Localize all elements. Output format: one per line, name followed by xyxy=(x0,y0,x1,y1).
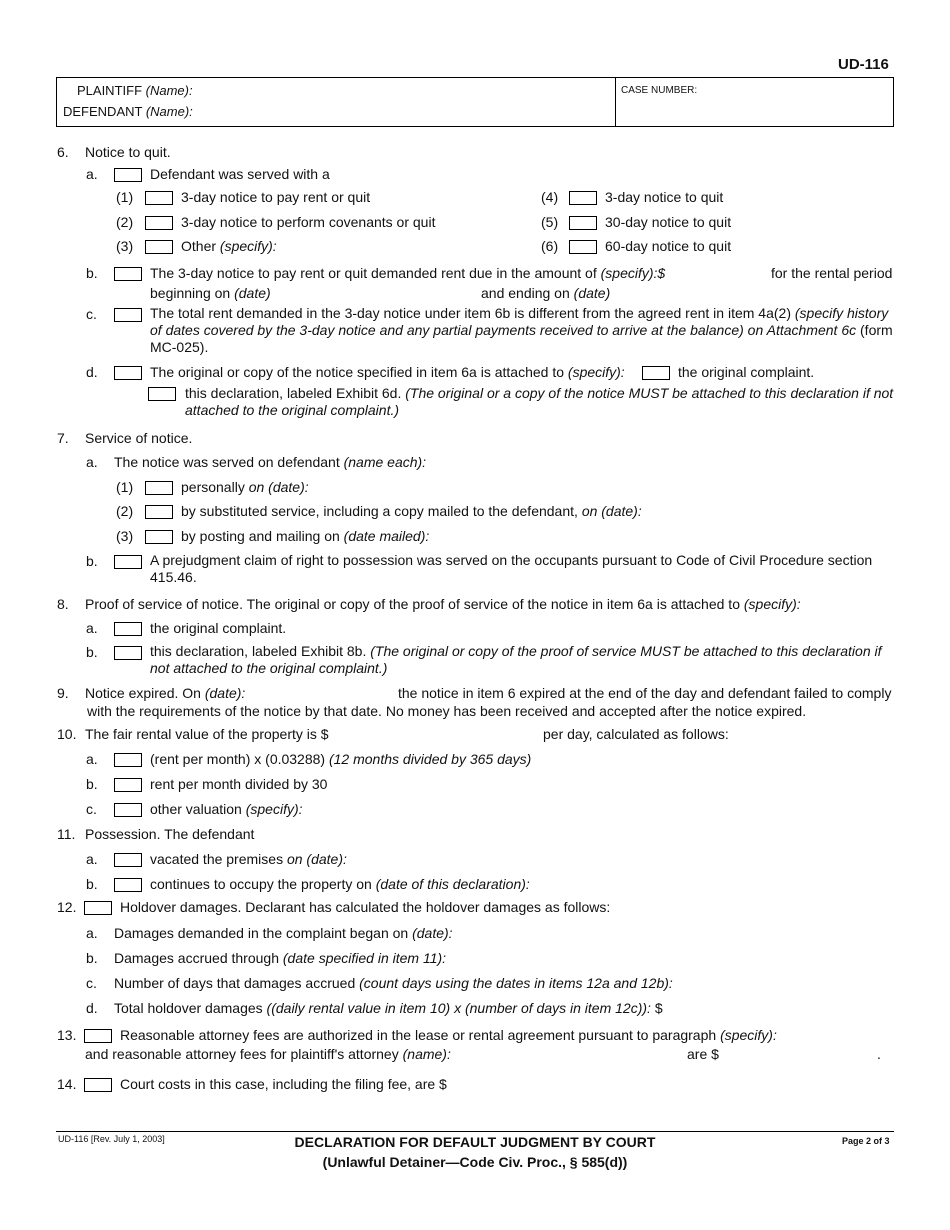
sub-letter: a. xyxy=(86,620,98,636)
sub-text: and ending on (date) xyxy=(481,285,611,301)
item-title: Possession. The defendant xyxy=(85,826,255,842)
sub-text: the original complaint. xyxy=(150,620,287,636)
sub-text: beginning on (date) xyxy=(150,285,271,301)
checkbox-12[interactable] xyxy=(84,901,112,915)
plaintiff-hint: (Name): xyxy=(145,83,193,98)
option-label: by substituted service, including a copy mailed to the defendant, on (date): xyxy=(181,503,642,519)
checkbox-11b[interactable] xyxy=(114,878,142,892)
option-number: (1) xyxy=(116,189,134,205)
sub-text: vacated the premises on (date): xyxy=(150,851,347,867)
checkbox-6a2[interactable] xyxy=(145,216,173,230)
checkbox-6b[interactable] xyxy=(114,267,142,281)
item-title: Notice expired. On (date): xyxy=(85,685,246,701)
item-number: 11. xyxy=(57,826,76,842)
checkbox-10b[interactable] xyxy=(114,778,142,792)
item-number: 9. xyxy=(57,685,69,701)
item-number: 8. xyxy=(57,596,69,612)
option-label: by posting and mailing on (date mailed): xyxy=(181,528,430,544)
sub-letter: a. xyxy=(86,454,98,470)
sub-text: Damages accrued through (date specified in item 11): xyxy=(114,950,447,966)
checkbox-8a[interactable] xyxy=(114,622,142,636)
checkbox-7b[interactable] xyxy=(114,555,142,569)
item-number: 7. xyxy=(57,430,69,446)
checkbox-11a[interactable] xyxy=(114,853,142,867)
option-label: 60-day notice to quit xyxy=(605,238,732,254)
sub-text: The total rent demanded in the 3-day notice under item 6b is different from the agreed rent in item 4a(2) (specify history of dates covered by the 3-day notice and any partial payments received to arrive at the balance) on Attachment 6c (form MC-025). xyxy=(150,305,893,355)
checkbox-6c[interactable] xyxy=(114,308,142,322)
sub-letter: a. xyxy=(86,751,98,767)
checkbox-7a1[interactable] xyxy=(145,481,173,495)
option-label: 3-day notice to quit xyxy=(605,189,724,205)
footer-revision: UD-116 [Rev. July 1, 2003] xyxy=(58,1134,165,1144)
defendant-field[interactable] xyxy=(63,104,193,119)
item-number: 10. xyxy=(57,726,77,742)
item-number: 6. xyxy=(57,144,69,160)
sub-text: The original or copy of the notice specified in item 6a is attached to (specify): xyxy=(150,364,625,380)
item-title: Proof of service of notice. The original or copy of the proof of service of the notice in item 6a is attached to (specify): xyxy=(85,596,801,612)
item-title: Holdover damages. Declarant has calculated the holdover damages as follows: xyxy=(120,899,611,915)
checkbox-6d-exhibit[interactable] xyxy=(148,387,176,401)
checkbox-7a3[interactable] xyxy=(145,530,173,544)
item-title: Notice to quit. xyxy=(85,144,171,160)
item-number: 12. xyxy=(57,899,77,915)
footer-title: DECLARATION FOR DEFAULT JUDGMENT BY COURT xyxy=(294,1134,656,1150)
checkbox-6d-complaint[interactable] xyxy=(642,366,670,380)
sub-text: with the requirements of the notice by that date. No money has been received and accepted after the notice expired. xyxy=(87,703,807,719)
footer-rule xyxy=(56,1131,894,1132)
sub-text: the original complaint. xyxy=(678,364,815,380)
option-number: (1) xyxy=(116,479,134,495)
sub-text: Damages demanded in the complaint began on (date): xyxy=(114,925,453,941)
checkbox-6a5[interactable] xyxy=(569,216,597,230)
caption-header xyxy=(56,77,894,127)
checkbox-10c[interactable] xyxy=(114,803,142,817)
sub-letter: d. xyxy=(86,1000,98,1016)
sub-text: the notice in item 6 expired at the end of the day and defendant failed to comply xyxy=(398,685,892,701)
sub-letter: c. xyxy=(86,801,97,817)
checkbox-6a[interactable] xyxy=(114,168,142,182)
header-divider xyxy=(615,78,616,126)
sub-letter: b. xyxy=(86,950,98,966)
sub-text: other valuation (specify): xyxy=(150,801,303,817)
option-number: (2) xyxy=(116,214,134,230)
plaintiff-label: PLAINTIFF xyxy=(77,83,143,98)
checkbox-6a3[interactable] xyxy=(145,240,173,254)
case-number-field[interactable] xyxy=(621,85,697,96)
checkbox-13[interactable] xyxy=(84,1029,112,1043)
option-number: (5) xyxy=(541,214,559,230)
sub-letter: c. xyxy=(86,306,97,322)
sub-letter: a. xyxy=(86,166,98,182)
option-number: (2) xyxy=(116,503,134,519)
item-title: Service of notice. xyxy=(85,430,193,446)
item-title: The fair rental value of the property is $ xyxy=(85,726,329,742)
sub-text: this declaration, labeled Exhibit 6d. (The original or a copy of the notice MUST be attached to this declaration if not attached to the original complaint.) xyxy=(185,385,894,418)
sub-text: The 3-day notice to pay rent or quit demanded rent due in the amount of (specify):$ xyxy=(150,265,666,281)
checkbox-10a[interactable] xyxy=(114,753,142,767)
option-label: personally on (date): xyxy=(181,479,309,495)
sub-text: and reasonable attorney fees for plaintiff's attorney (name): xyxy=(85,1046,451,1062)
option-number: (4) xyxy=(541,189,559,205)
sub-text: continues to occupy the property on (date of this declaration): xyxy=(150,876,530,892)
footer-subtitle: (Unlawful Detainer—Code Civ. Proc., § 585(d)) xyxy=(322,1154,628,1170)
item-title: Court costs in this case, including the filing fee, are $ xyxy=(120,1076,447,1092)
sub-text: Number of days that damages accrued (count days using the dates in items 12a and 12b): xyxy=(114,975,673,991)
sub-letter: b. xyxy=(86,644,98,660)
checkbox-6a1[interactable] xyxy=(145,191,173,205)
sub-text: this declaration, labeled Exhibit 8b. (The original or copy of the proof of service MUST be attached to this declaration if not attached to the original complaint.) xyxy=(150,643,882,676)
sub-text: are $ xyxy=(687,1046,719,1062)
defendant-hint: (Name): xyxy=(145,104,193,119)
option-number: (3) xyxy=(116,238,134,254)
checkbox-6d[interactable] xyxy=(114,366,142,380)
option-label: 30-day notice to quit xyxy=(605,214,732,230)
option-label: 3-day notice to perform covenants or quit xyxy=(181,214,436,230)
footer-page-number: Page 2 of 3 xyxy=(842,1136,890,1146)
sub-letter: b. xyxy=(86,553,98,569)
sub-letter: d. xyxy=(86,364,98,380)
sub-letter: b. xyxy=(86,265,98,281)
option-label: Other (specify): xyxy=(181,238,277,254)
checkbox-7a2[interactable] xyxy=(145,505,173,519)
sub-letter: a. xyxy=(86,925,98,941)
sub-text: rent per month divided by 30 xyxy=(150,776,328,792)
sub-text: . xyxy=(877,1046,881,1062)
form-number: UD-116 xyxy=(838,56,889,73)
option-number: (6) xyxy=(541,238,559,254)
checkbox-8b[interactable] xyxy=(114,646,142,660)
item-title: Reasonable attorney fees are authorized in the lease or rental agreement pursuant to paragraph (specify): xyxy=(120,1027,777,1043)
sub-text: The notice was served on defendant (name each): xyxy=(114,454,427,470)
item-number: 13. xyxy=(57,1027,77,1043)
item-number: 14. xyxy=(57,1076,77,1092)
sub-text: A prejudgment claim of right to possession was served on the occupants pursuant to Code of Civil Procedure section 415.46. xyxy=(150,552,873,585)
checkbox-14[interactable] xyxy=(84,1078,112,1092)
sub-text: (rent per month) x (0.03288) (12 months divided by 365 days) xyxy=(150,751,532,767)
defendant-label: DEFENDANT xyxy=(63,104,143,119)
checkbox-6a6[interactable] xyxy=(569,240,597,254)
sub-text: per day, calculated as follows: xyxy=(543,726,729,742)
sub-text: for the rental period xyxy=(771,265,893,281)
sub-text: Defendant was served with a xyxy=(150,166,330,182)
sub-letter: c. xyxy=(86,975,97,991)
sub-text: Total holdover damages ((daily rental value in item 10) x (number of days in item 12c)): $ xyxy=(114,1000,663,1016)
option-label: 3-day notice to pay rent or quit xyxy=(181,189,371,205)
plaintiff-field[interactable] xyxy=(77,83,193,98)
sub-letter: b. xyxy=(86,876,98,892)
case-number-label: CASE NUMBER: xyxy=(621,85,698,96)
option-number: (3) xyxy=(116,528,134,544)
checkbox-6a4[interactable] xyxy=(569,191,597,205)
sub-letter: b. xyxy=(86,776,98,792)
sub-letter: a. xyxy=(86,851,98,867)
